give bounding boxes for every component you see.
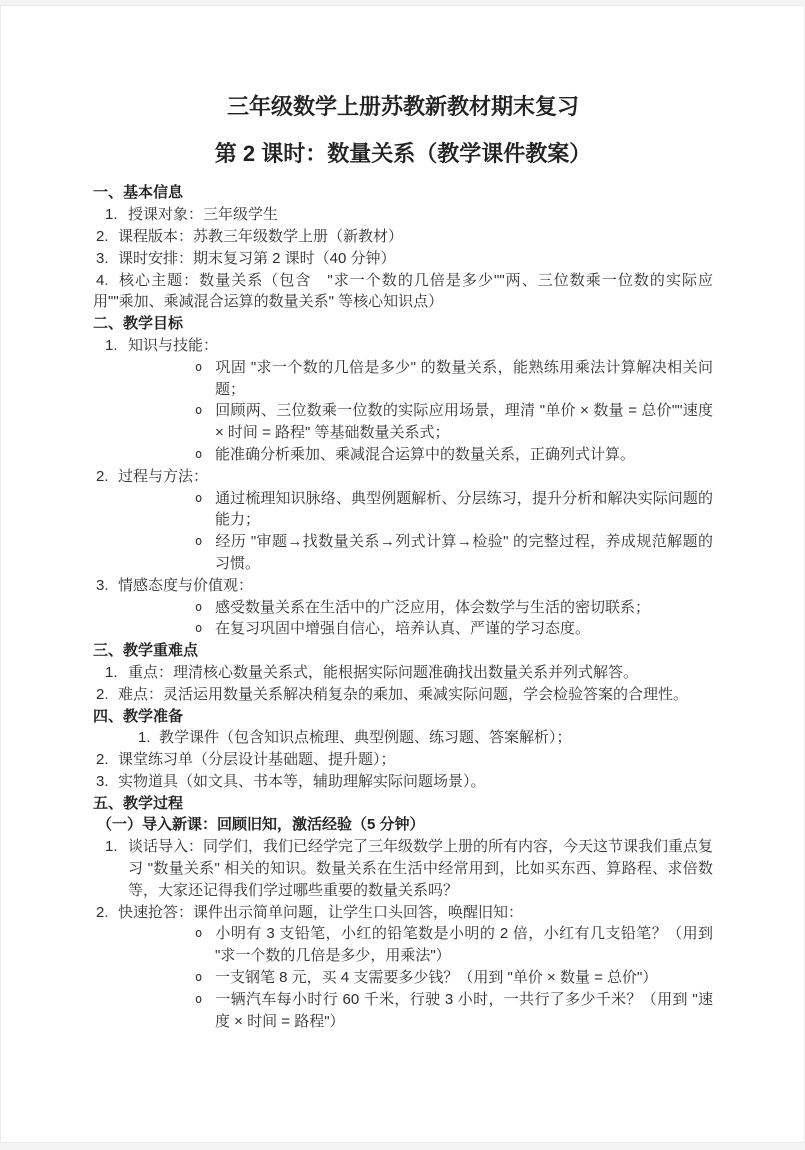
numbered-item [93,204,713,226]
number-marker: 1. [105,663,118,681]
numbered-item [93,727,713,749]
number-marker: 1. [105,838,118,856]
block-text: 一、基本信息 [93,184,184,202]
block-text: 能准确分析乘加、乘减混合运算中的数量关系，正确列式计算。 [215,445,636,463]
numbered-item [93,684,713,706]
bullet-item [93,923,713,967]
number-marker: 2. [96,467,109,485]
number-marker: 2. [96,903,109,921]
numbered-item [93,771,713,793]
doc-title: 三年级数学上册苏教新教材期末复习 [226,94,579,119]
number-marker: 4. [96,271,109,289]
number-marker: 1. [105,206,118,224]
block-text: 二、教学目标 [93,315,184,333]
section-heading [93,313,713,335]
subsection-heading [93,814,713,836]
block-text: 巩固 "求一个数的几倍是多少" 的数量关系，能熟练用乘法计算解决相关问题； [215,358,713,398]
bullet-marker: o [195,621,203,636]
block-text: 实物道具（如文具、书本等，辅助理解实际问题场景）。 [118,772,486,790]
bullet-marker: o [195,991,203,1006]
block-text: 三、教学重难点 [93,642,199,660]
block-text: 难点：灵活运用数量关系解决稍复杂的乘加、乘减实际问题，学会检验答案的合理性。 [118,685,689,703]
bullet-marker: o [195,926,203,941]
block-text: 授课对象：三年级学生 [128,206,279,224]
bullet-marker: o [195,446,203,461]
block-text: 五、教学过程 [93,794,184,812]
block-text: 重点：理清核心数量关系式，能根据实际问题准确找出数量关系并列式解答。 [128,663,639,681]
bullet-marker: o [195,534,203,549]
document-page [0,5,805,1143]
numbered-item [93,248,713,270]
block-text: 一支钢笔 8 元，买 4 支需要多少钱？（用到 "单价 × 数量 = 总价"） [215,969,658,987]
section-heading [93,706,713,728]
block-text: 知识与技能： [128,336,219,354]
bullet-item [93,488,713,532]
block-text: 过程与方法： [118,467,209,485]
block-text: 回顾两、三位数乘一位数的实际应用场景，理清 "单价 × 数量 = 总价""速度 × 时间 = 路程" 等基础数量关系式； [215,402,713,442]
block-text: （一）导入新课：回顾旧知，激活经验（5 分钟） [97,816,425,834]
numbered-item [93,270,713,314]
block-text: 情感态度与价值观： [118,576,254,594]
numbered-item [93,466,713,488]
bullet-marker: o [195,359,203,374]
block-text: 课堂练习单（分层设计基础题、提升题）； [118,751,396,769]
numbered-item [93,226,713,248]
number-marker: 1. [138,729,151,747]
bullet-marker: o [195,599,203,614]
block-text: 经历 "审题→找数量关系→列式计算→检验" 的完整过程，养成规范解题的习惯。 [215,533,713,572]
number-marker: 2. [96,227,109,245]
numbered-item [93,575,713,597]
block-text: 核心主题：数量关系（包含 "求一个数的几倍是多少""两、三位数乘一位数的实际应用""乘加、乘减混合运算的数量关系" 等核心知识点） [93,271,713,311]
block-text: 快速抢答：课件出示简单问题，让学生口头回答，唤醒旧知： [118,903,524,921]
number-marker: 1. [105,336,118,354]
numbered-item [93,335,713,357]
numbered-item [93,662,713,684]
block-text: 一辆汽车每小时行 60 千米，行驶 3 小时，一共行了多少千米？（用到 "速度 × 时间 = 路程"） [215,990,713,1030]
block-text: 通过梳理知识脉络、典型例题解析、分层练习，提升分析和解决实际问题的能力； [215,489,713,529]
number-marker: 3. [96,576,109,594]
numbered-item [93,902,713,924]
block-text: 谈话导入：同学们，我们已经学完了三年级数学上册的所有内容，今天这节课我们重点复习 "数量关系" 相关的知识。数量关系在生活中经常用到，比如买东西、算路程、求倍数等，大家还记得我们学过哪些重要的数量关系吗？ [128,838,714,899]
block-text: 感受数量关系在生活中的广泛应用，体会数学与生活的密切联系； [215,598,651,616]
bullet-item [93,618,713,640]
section-heading [93,793,713,815]
block-text: 课程版本：苏教三年级数学上册（新教材） [118,227,404,245]
bullet-item [93,531,713,575]
section-heading [93,182,713,204]
numbered-item [93,836,713,901]
section-heading [93,640,713,662]
number-marker: 2. [96,751,109,769]
block-text: 小明有 3 支铅笔，小红的铅笔数是小明的 2 倍，小红有几支铅笔？（用到 "求一个数的几倍是多少，用乘法"） [215,925,713,965]
bullet-marker: o [195,490,203,505]
doc-body [93,182,713,1032]
numbered-item [93,749,713,771]
block-text: 四、教学准备 [93,707,184,725]
bullet-item [93,357,713,401]
number-marker: 3. [96,772,109,790]
number-marker: 3. [96,249,109,267]
bullet-item [93,989,713,1033]
bullet-item [93,967,713,989]
bullet-marker: o [195,970,203,985]
block-text: 在复习巩固中增强自信心，培养认真、严谨的学习态度。 [215,620,591,638]
block-text: 教学课件（包含知识点梳理、典型例题、练习题、答案解析）； [159,729,572,747]
doc-subtitle: 第 2 课时：数量关系（教学课件教案） [214,140,592,166]
bullet-item [93,444,713,466]
block-text: 课时安排：期末复习第 2 课时（40 分钟） [118,249,396,267]
bullet-item [93,597,713,619]
bullet-item [93,400,713,444]
bullet-marker: o [195,403,203,418]
number-marker: 2. [96,685,109,703]
